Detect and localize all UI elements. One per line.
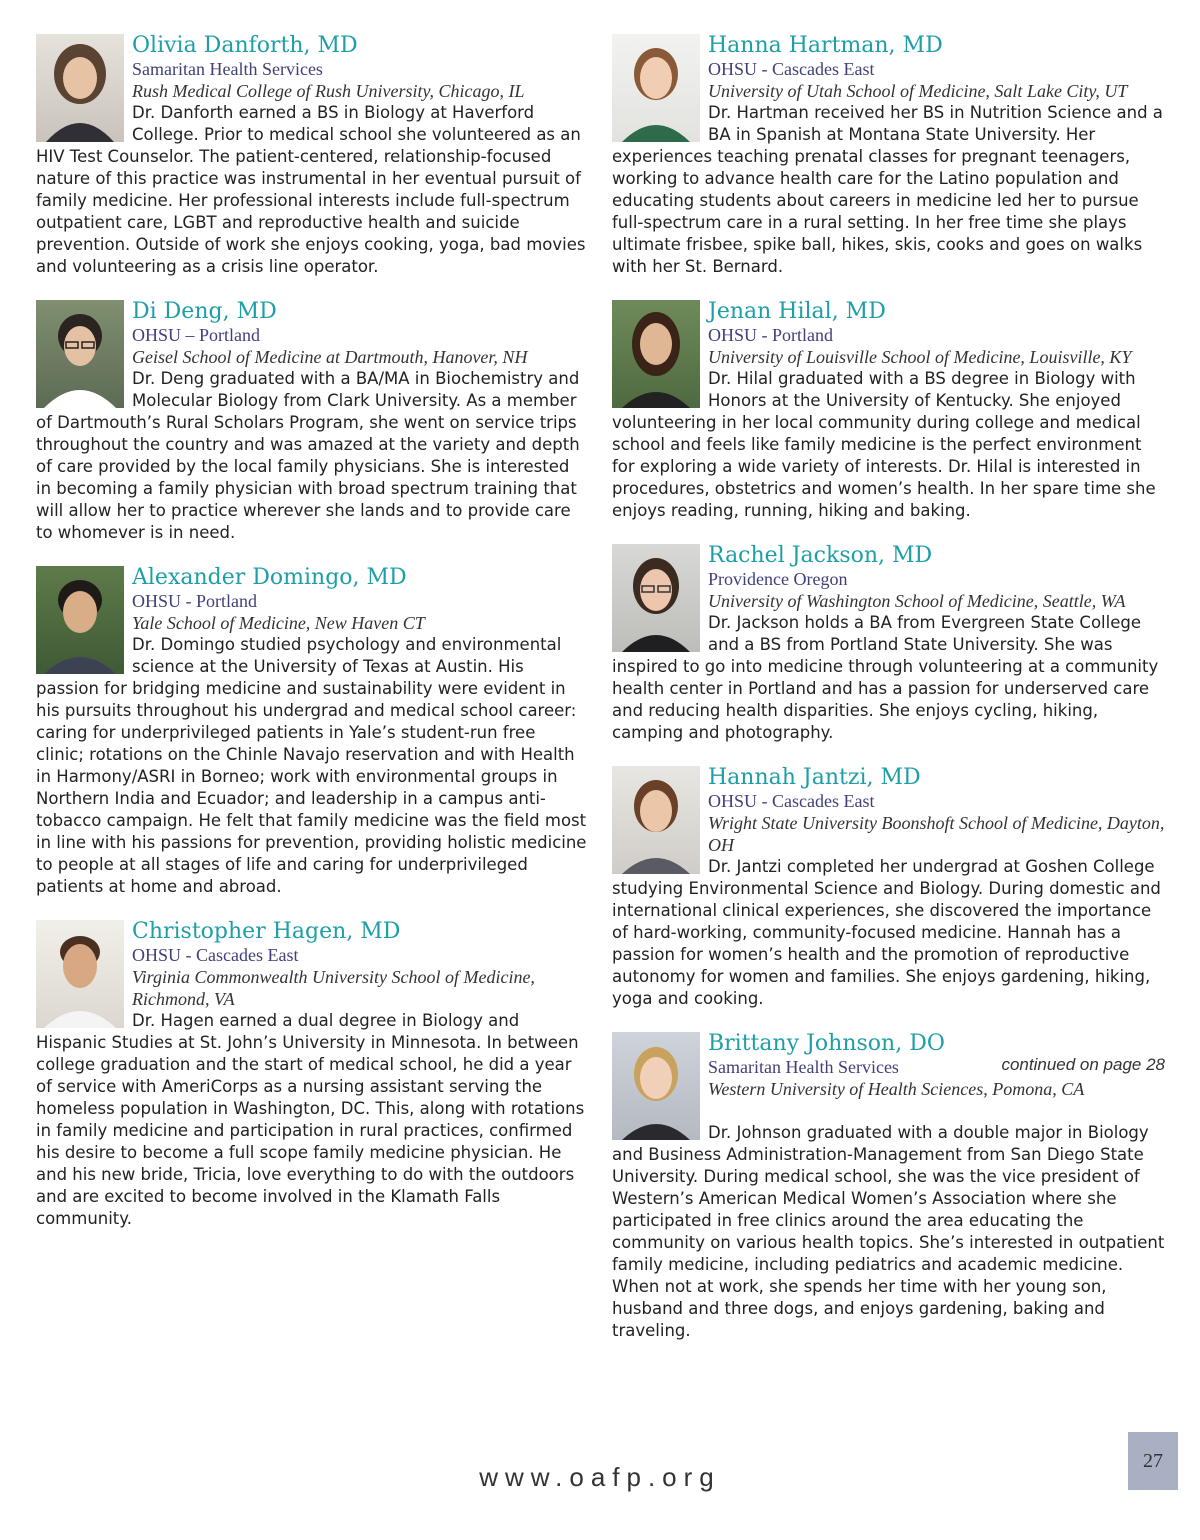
headshot-photo <box>612 300 700 408</box>
physician-name: Brittany Johnson, DO <box>708 1031 945 1056</box>
program-name: OHSU - Cascades East <box>708 791 875 811</box>
profile-card <box>36 918 588 1230</box>
program-name: OHSU - Portland <box>708 325 833 345</box>
physician-name: Di Deng, MD <box>132 299 277 324</box>
physician-name: Hannah Jantzi, MD <box>708 765 921 790</box>
right-column <box>612 32 1168 1362</box>
physician-name: Rachel Jackson, MD <box>708 543 933 568</box>
profile-card <box>36 564 588 898</box>
bio-text: Dr. Jackson holds a BA from Evergreen State College and a BS from Portland State University. She was inspired to go into medicine through volunteering at a community health center in Portland and has a passion for underserved care and reducing health disparities. She enjoys cycling, hiking, camping and photography. <box>612 613 1159 742</box>
headshot-photo <box>612 34 700 142</box>
medical-school: Rush Medical College of Rush University, Chicago, IL <box>132 81 525 101</box>
physician-name: Jenan Hilal, MD <box>708 299 886 324</box>
bio-text: Dr. Jantzi completed her undergrad at Goshen College studying Environmental Science and Biology. During domestic and international clinical experiences, she discovered the importance of hard-working, community-focused medicine. Hannah has a passion for women’s health and the promotion of reproductive autonomy for women and families. She enjoys gardening, hiking, yoga and cooking. <box>612 857 1161 1008</box>
program-name: Samaritan Health Services <box>132 59 323 79</box>
physician-name: Christopher Hagen, MD <box>132 919 401 944</box>
bio-text: Dr. Danforth earned a BS in Biology at Haverford College. Prior to medical school she volunteered as an HIV Test Counselor. The patient-centered, relationship-focused nature of this practice was instrumental in her eventual pursuit of family medicine. Her professional interests include full-spectrum outpatient care, LGBT and reproductive health and suicide prevention. Outside of work she enjoys cooking, yoga, bad movies and volunteering as a crisis line operator. <box>36 103 586 276</box>
headshot-photo <box>612 1032 700 1140</box>
physician-name: Olivia Danforth, MD <box>132 33 358 58</box>
medical-school: University of Louisville School of Medicine, Louisville, KY <box>708 347 1132 367</box>
profile-card <box>612 764 1168 1010</box>
profile-card <box>36 32 588 278</box>
profile-card <box>36 298 588 544</box>
bio-text: Dr. Johnson graduated with a double major in Biology and Business Administration-Management from San Diego State University. During medical school, she was the vice president of Western’s American Medical Women’s Association where she participated in free clinics around the area educating the community on various health topics. She’s interested in outpatient family medicine, including pediatrics and academic medicine. When not at work, she spends her time with her young son, husband and three dogs, and enjoys gardening, baking and traveling. <box>612 1123 1165 1340</box>
headshot-photo <box>612 766 700 874</box>
medical-school: University of Utah School of Medicine, Salt Lake City, UT <box>708 81 1128 101</box>
bio-text: Dr. Hilal graduated with a BS degree in Biology with Honors at the University of Kentucky. She enjoyed volunteering in her local community during college and medical school and feels like family medicine is the perfect environment for exploring a wide variety of interests. Dr. Hilal is interested in procedures, obstetrics and women’s health. In her spare time she enjoys reading, running, hiking and baking. <box>612 369 1156 520</box>
bio-text: Dr. Hartman received her BS in Nutrition Science and a BA in Spanish at Montana State University. Her experiences teaching prenatal classes for pregnant teenagers, working to advance health care for the Latino population and educating students about careers in medicine led her to pursue full-spectrum care in a rural setting. In her free time she plays ultimate frisbee, spike ball, hikes, skis, cooks and goes on walks with her St. Bernard. <box>612 103 1163 276</box>
program-name: OHSU - Cascades East <box>708 59 875 79</box>
bio-text: Dr. Domingo studied psychology and environmental science at the University of Texas at Austin. His passion for bridging medicine and sustainability were evident in his pursuits throughout his undergrad and medical school career: caring for underprivileged patients in Yale’s student-run free clinic; rotations on the Chinle Navajo reservation and with Health in Harmony/ASRI in Borneo; work with environmental groups in Northern India and Ecuador; and leadership in a campus anti-tobacco campaign. He felt that family medicine was the field most in line with his passions for prevention, providing holistic medicine to people at all stages of life and caring for underprivileged patients at home and abroad. <box>36 635 587 896</box>
profile-card <box>612 1030 1168 1342</box>
headshot-photo <box>36 920 124 1028</box>
headshot-photo <box>36 34 124 142</box>
program-name: Samaritan Health Services <box>708 1057 899 1077</box>
medical-school: Wright State University Boonshoft School of Medicine, Dayton, OH <box>708 813 1165 855</box>
headshot-photo <box>36 566 124 674</box>
continued-note: continued on page 28 <box>1001 1055 1165 1074</box>
physician-name: Hanna Hartman, MD <box>708 33 943 58</box>
bio-text: Dr. Hagen earned a dual degree in Biology and Hispanic Studies at St. John’s University in Minnesota. In between college graduation and the start of medical school, he did a year of service with AmeriCorps as a nursing assistant serving the homeless population in Washington, DC. This, along with rotations in family medicine and participation in rural practices, confirmed his desire to become a full scope family medicine physician. He and his new bride, Tricia, love everything to do with the outdoors and are excited to become involved in the Klamath Falls community. <box>36 1011 585 1228</box>
program-name: OHSU - Portland <box>132 591 257 611</box>
program-name: OHSU - Cascades East <box>132 945 299 965</box>
bio-text: Dr. Deng graduated with a BA/MA in Biochemistry and Molecular Biology from Clark University. As a member of Dartmouth’s Rural Scholars Program, she went on service trips throughout the country and was amazed at the variety and depth of care provided by the local family physicians. She is interested in becoming a family physician with broad spectrum training that will allow her to practice wherever she lands and to provide care to whomever is in need. <box>36 369 580 542</box>
medical-school: Yale School of Medicine, New Haven CT <box>132 613 425 633</box>
medical-school: Geisel School of Medicine at Dartmouth, Hanover, NH <box>132 347 528 367</box>
left-column <box>36 32 588 1250</box>
physician-name: Alexander Domingo, MD <box>132 565 407 590</box>
headshot-photo <box>36 300 124 408</box>
page-number: 27 <box>1128 1432 1178 1490</box>
program-name: Providence Oregon <box>708 569 848 589</box>
medical-school: University of Washington School of Medicine, Seattle, WA <box>708 591 1126 611</box>
profile-card <box>612 298 1168 522</box>
program-name: OHSU – Portland <box>132 325 261 345</box>
medical-school: Virginia Commonwealth University School of Medicine, Richmond, VA <box>132 967 535 1009</box>
medical-school: Western University of Health Sciences, Pomona, CA <box>708 1079 1085 1099</box>
profile-card <box>612 542 1168 744</box>
profile-card <box>612 32 1168 278</box>
website-url: www.oafp.org <box>479 1462 721 1492</box>
headshot-photo <box>612 544 700 652</box>
